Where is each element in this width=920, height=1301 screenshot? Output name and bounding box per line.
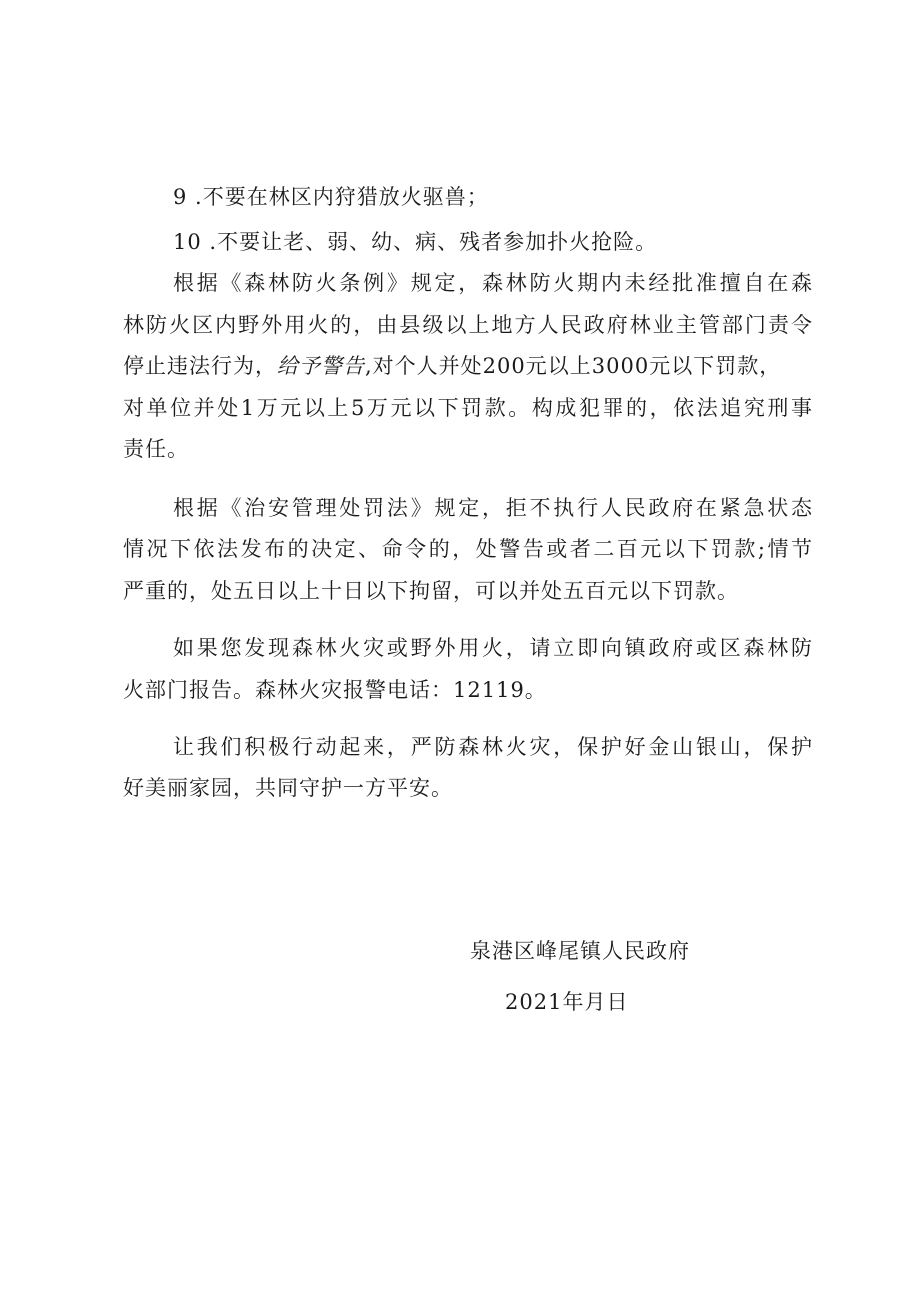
para2-line3: 严重的，处五日以上十日以下拘留，可以并处五百元以下罚款。 <box>123 579 739 603</box>
para1-line4: 对单位并处1万元以上5万元以下罚款。构成犯罪的，依法追究刑事 <box>123 396 813 420</box>
para3-line1: 如果您发现森林火灾或野外用火，请立即向镇政府或区森林防 <box>173 636 813 660</box>
list-item-10: 10 .不要让老、弱、幼、病、残者参加扑火抢险。 <box>173 230 658 254</box>
list-item-9: 9 .不要在林区内狩猎放火驱兽； <box>173 185 489 209</box>
para3-line2: 火部门报告。森林火灾报警电话：12119。 <box>123 678 547 702</box>
para4-line1: 让我们积极行动起来，严防森林火灾，保护好金山银山，保护 <box>173 735 813 759</box>
signature-organization: 泉港区峰尾镇人民政府 <box>470 939 690 963</box>
para4-line2: 好美丽家园，共同守护一方平安。 <box>123 776 453 800</box>
para2-line2: 情况下依法发布的决定、命令的，处警告或者二百元以下罚款;情节 <box>123 537 813 561</box>
para2-line1: 根据《治安管理处罚法》规定，拒不执行人民政府在紧急状态 <box>173 496 813 520</box>
para1-line3-start: 停止违法行为， <box>123 354 277 378</box>
para1-line2: 林防火区内野外用火的，由县级以上地方人民政府林业主管部门责令 <box>123 313 813 337</box>
para1-line5: 责任。 <box>123 437 189 461</box>
para1-line3 <box>123 351 813 381</box>
signature-date: 2021年月日 <box>505 990 629 1014</box>
warning-italic-text: 给予警告 <box>277 354 365 378</box>
para1-line1: 根据《森林防火条例》规定，森林防火期内未经批准擅自在森 <box>173 271 813 295</box>
para1-line3-end: ,对个人并处200元以上3000元以下罚款， <box>365 354 782 378</box>
